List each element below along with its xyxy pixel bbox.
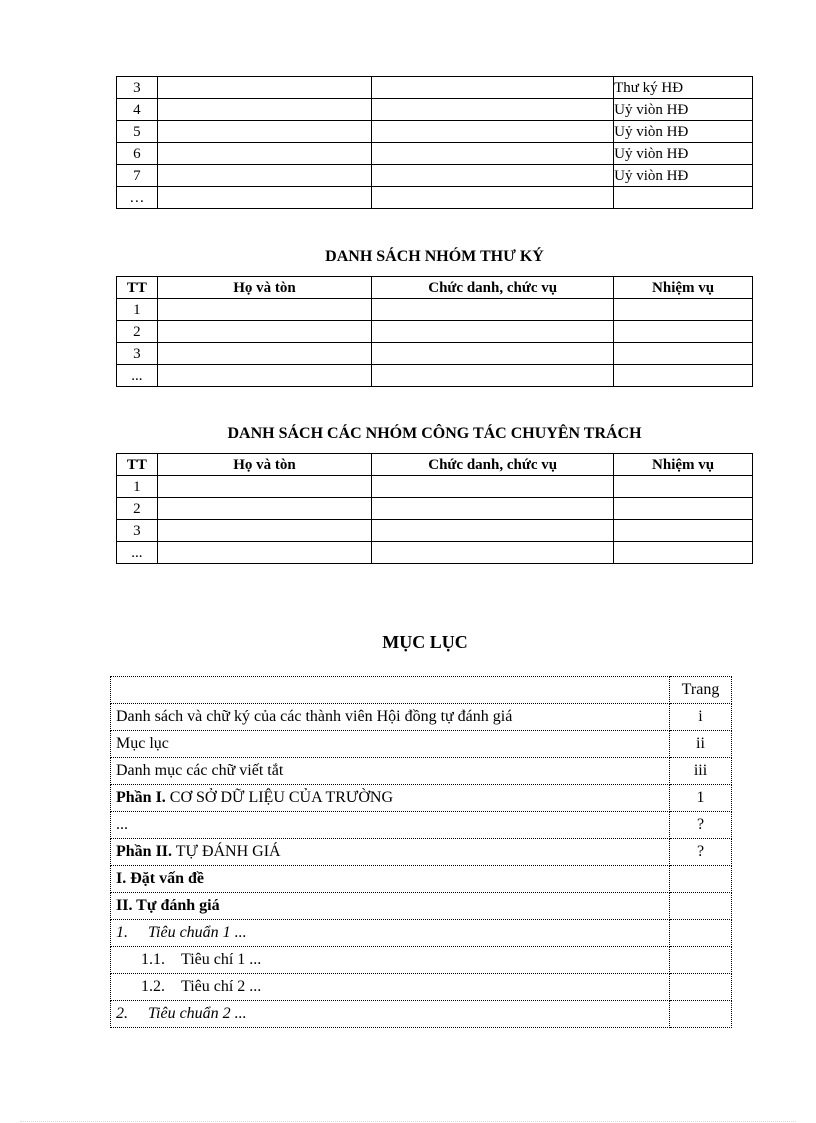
duty-cell: Uỷ viòn HĐ — [614, 165, 753, 187]
header-tt: TT — [117, 454, 158, 476]
toc-entry — [111, 1001, 732, 1028]
table-header-row — [117, 454, 753, 476]
toc-entry — [111, 839, 732, 866]
table-row — [117, 520, 753, 542]
row-number: 4 — [117, 99, 158, 121]
toc-title: MỤC LỤC — [382, 632, 468, 652]
row-number: 1 — [117, 476, 158, 498]
table-row — [117, 542, 753, 564]
working-groups-table — [116, 453, 753, 564]
toc-standard — [111, 920, 670, 947]
toc-header-row — [111, 677, 732, 704]
position-cell — [372, 77, 614, 99]
toc-entry — [111, 731, 732, 758]
toc-criterion-title: Tiêu chí 2 ... — [181, 978, 262, 995]
row-number: 1 — [117, 299, 158, 321]
toc-entry — [111, 812, 732, 839]
toc-number: 1.1. — [141, 951, 165, 968]
name-cell — [157, 121, 371, 143]
duty-cell: Thư ký HĐ — [614, 77, 753, 99]
toc-section-heading: II. Tự đánh giá — [111, 893, 670, 920]
secretary-group-title: DANH SÁCH NHÓM THƯ KÝ — [325, 248, 544, 265]
toc-part-label: Phần I. — [116, 789, 166, 806]
toc-entry-text: Danh sách và chữ ký của các thành viên Hội đồng tự đánh giá — [111, 704, 670, 731]
duty-cell: Uỷ viòn HĐ — [614, 121, 753, 143]
header-position: Chức danh, chức vụ — [372, 277, 614, 299]
name-cell — [157, 165, 371, 187]
row-number: ... — [117, 365, 158, 387]
table-row — [117, 77, 753, 99]
header-position: Chức danh, chức vụ — [372, 454, 614, 476]
row-number: 3 — [117, 520, 158, 542]
toc-entry-page: i — [670, 704, 732, 731]
toc-entry-text: Danh mục các chữ viết tắt — [111, 758, 670, 785]
toc-standard — [111, 1001, 670, 1028]
toc-criterion — [111, 947, 670, 974]
toc-entry-text: ... — [111, 812, 670, 839]
toc-entry-page: 1 — [670, 785, 732, 812]
position-cell — [372, 165, 614, 187]
position-cell — [372, 143, 614, 165]
row-number: 3 — [117, 77, 158, 99]
header-duty: Nhiệm vụ — [614, 454, 753, 476]
toc-entry-text — [111, 839, 670, 866]
table-row — [117, 187, 753, 209]
toc-part-label: Phần II. — [116, 843, 173, 860]
working-groups-title: DANH SÁCH CÁC NHÓM CÔNG TÁC CHUYÊN TRÁCH — [227, 425, 642, 442]
toc-entry — [111, 947, 732, 974]
row-number: 5 — [117, 121, 158, 143]
table-row — [117, 121, 753, 143]
toc-number: 2. — [116, 1005, 128, 1022]
toc-entry — [111, 893, 732, 920]
table-row — [117, 99, 753, 121]
toc-entry-page: ? — [670, 839, 732, 866]
toc-entry — [111, 704, 732, 731]
toc-number: 1.2. — [141, 978, 165, 995]
row-number: 2 — [117, 321, 158, 343]
toc-part-title: CƠ SỞ DỮ LIỆU CỦA TRƯỜNG — [169, 789, 394, 806]
toc-entry-page: ? — [670, 812, 732, 839]
toc-criterion-title: Tiêu chí 1 ... — [181, 951, 262, 968]
duty-cell: Uỷ viòn HĐ — [614, 99, 753, 121]
header-tt: TT — [117, 277, 158, 299]
toc-entry-text — [111, 785, 670, 812]
secretary-group-table — [116, 276, 753, 387]
toc-standard-title: Tiêu chuẩn 2 ... — [148, 1005, 247, 1022]
table-row — [117, 498, 753, 520]
toc-entry — [111, 758, 732, 785]
duty-cell: Uỷ viòn HĐ — [614, 143, 753, 165]
toc-entry-page: ii — [670, 731, 732, 758]
toc-entry — [111, 920, 732, 947]
toc-entry-text: Mục lục — [111, 731, 670, 758]
toc-part-title: TỰ ĐÁNH GIÁ — [175, 843, 281, 860]
table-row — [117, 321, 753, 343]
row-number: 6 — [117, 143, 158, 165]
toc-entry — [111, 974, 732, 1001]
position-cell — [372, 99, 614, 121]
table-row — [117, 365, 753, 387]
table-row — [117, 299, 753, 321]
toc-entry — [111, 866, 732, 893]
header-name: Họ và tòn — [157, 454, 371, 476]
name-cell — [157, 77, 371, 99]
table-row — [117, 343, 753, 365]
row-number: 2 — [117, 498, 158, 520]
position-cell — [372, 187, 614, 209]
page-column-header: Trang — [670, 677, 732, 704]
header-name: Họ và tòn — [157, 277, 371, 299]
header-duty: Nhiệm vụ — [614, 277, 753, 299]
table-row — [117, 165, 753, 187]
row-number: 7 — [117, 165, 158, 187]
row-number: ... — [117, 542, 158, 564]
name-cell — [157, 187, 371, 209]
toc-criterion — [111, 974, 670, 1001]
duty-cell — [614, 187, 753, 209]
table-row — [117, 476, 753, 498]
toc-table — [110, 676, 732, 1028]
council-table — [116, 76, 753, 209]
toc-number: 1. — [116, 924, 128, 941]
row-number: … — [117, 187, 158, 209]
table-row — [117, 143, 753, 165]
toc-standard-title: Tiêu chuẩn 1 ... — [148, 924, 247, 941]
position-cell — [372, 121, 614, 143]
toc-section-heading: I. Đặt vấn đề — [111, 866, 670, 893]
toc-entry-page: iii — [670, 758, 732, 785]
name-cell — [157, 143, 371, 165]
table-header-row — [117, 277, 753, 299]
row-number: 3 — [117, 343, 158, 365]
name-cell — [157, 99, 371, 121]
page-bottom-divider — [20, 1121, 796, 1122]
toc-entry — [111, 785, 732, 812]
